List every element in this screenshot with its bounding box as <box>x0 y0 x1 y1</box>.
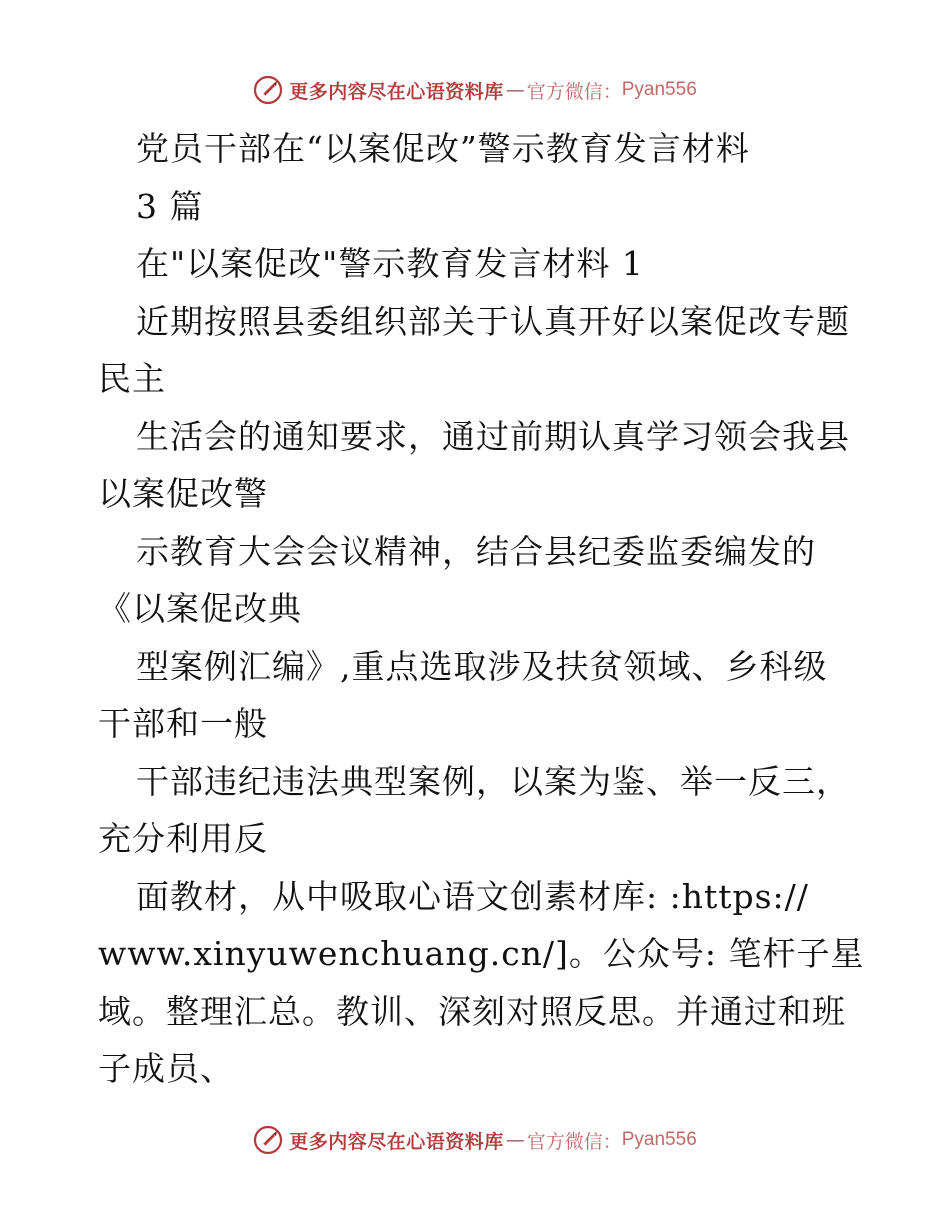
banner-site-text: 更多内容尽在心语资料库 <box>289 1130 504 1153</box>
banner-wechat-label: 官方微信： <box>526 1130 622 1153</box>
header-watermark-banner <box>0 70 950 110</box>
banner-separator: — <box>505 1129 525 1151</box>
document-text-line: 型案例汇编》,重点选取涉及扶贫领域、乡科级 <box>136 646 828 686</box>
document-text-line: 生活会的通知要求，通过前期认真学习领会我县 <box>136 416 850 456</box>
quill-pen-logo-icon <box>253 75 283 105</box>
document-text-line: 《以案促改典 <box>98 589 302 628</box>
banner-wechat-id: Pyan556 <box>621 79 697 100</box>
document-text-line: 近期按照县委组织部关于认真开好以案促改专题 <box>136 301 850 341</box>
document-text-line: 子成员、 <box>98 1049 234 1088</box>
document-title-line: 党员干部在“以案促改”警示教育发言材料 <box>136 129 750 168</box>
banner-site-text: 更多内容尽在心语资料库 <box>289 80 504 103</box>
document-text-line: 在"以案促改"警示教育发言材料 1 <box>136 244 644 283</box>
quill-pen-logo-icon <box>253 1125 283 1155</box>
document-text-line: 以案促改警 <box>98 474 268 513</box>
document-text-line: www.xinyuwenchuang.cn/]。公众号: 笔杆子星 <box>98 934 865 973</box>
document-text-line: 干部违纪违法典型案例，以案为鉴、举一反三， <box>136 761 850 801</box>
banner-wechat-id: Pyan556 <box>621 1129 697 1150</box>
document-text-line: 示教育大会会议精神，结合县纪委监委编发的 <box>136 531 816 571</box>
banner-wechat-label: 官方微信： <box>526 80 622 103</box>
document-text-line: 域。整理汇总。教训、深刻对照反思。并通过和班 <box>98 991 846 1031</box>
document-body <box>98 120 868 1098</box>
document-text-line: 民主 <box>98 359 166 398</box>
document-text-line: 充分利用反 <box>98 819 268 858</box>
document-text-line: 面教材，从中吸取心语文创素材库: :https:// <box>136 876 809 916</box>
banner-separator: — <box>505 79 525 101</box>
document-text-line: 3 篇 <box>136 186 204 226</box>
document-text-line: 干部和一般 <box>98 704 268 743</box>
footer-watermark-banner <box>0 1120 950 1160</box>
